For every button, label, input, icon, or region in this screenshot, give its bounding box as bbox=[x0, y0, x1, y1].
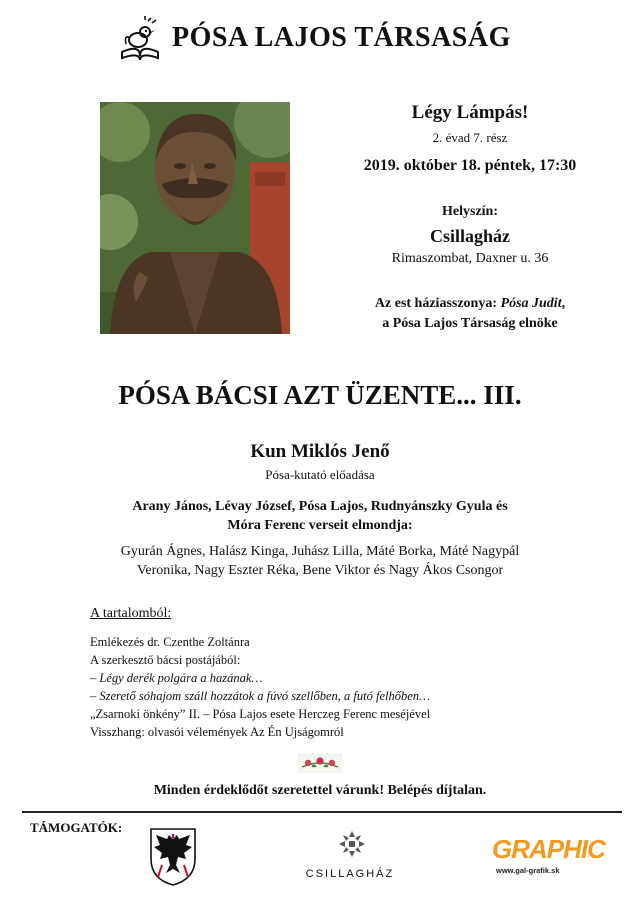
flower-ornament-icon bbox=[298, 753, 342, 773]
contents-line: Emlékezés dr. Czenthe Zoltánra bbox=[90, 635, 250, 649]
speaker-name: Kun Miklós Jenő bbox=[250, 441, 390, 462]
graphic-logo-text: GRAPHIC bbox=[492, 834, 605, 864]
venue-name: Csillagház bbox=[429, 226, 510, 246]
venue-label: Helyszín: bbox=[442, 204, 498, 219]
sponsors-label: TÁMOGATÓK: bbox=[30, 820, 123, 835]
contents-heading: A tartalomból: bbox=[90, 606, 172, 621]
poets-line-1: Arany János, Lévay József, Pósa Lajos, Rudnyánszky Gyula és bbox=[132, 499, 508, 514]
csillaghaz-star-icon bbox=[338, 830, 366, 858]
org-name: PÓSA LAJOS TÁRSASÁG bbox=[172, 22, 511, 53]
event-datetime: 2019. október 18. péntek, 17:30 bbox=[363, 157, 577, 174]
invitation-text: Minden érdeklődőt szeretettel várunk! Belépés díjtalan. bbox=[153, 783, 487, 798]
host-line bbox=[300, 296, 640, 312]
contents-line: Visszhang: olvasói vélemények Az Én Ujságomról bbox=[90, 725, 344, 739]
poets-line-2: Móra Ferenc verseit elmondja: bbox=[227, 518, 413, 533]
divider bbox=[22, 811, 622, 813]
contents-line: „Zsarnoki önkény” II. – Pósa Lajos esete Herczeg Ferenc meséjével bbox=[90, 707, 431, 721]
host-role: a Pósa Lajos Társaság elnöke bbox=[382, 316, 558, 331]
graphic-url: www.gal-grafik.sk bbox=[496, 866, 560, 875]
reciters-line-2: Veronika, Nagy Eszter Réka, Bene Viktor és Nagy Ákos Csongor bbox=[136, 563, 504, 578]
host-name: Pósa Judit bbox=[500, 296, 562, 311]
main-title: PÓSA BÁCSI AZT ÜZENTE... III. bbox=[118, 380, 522, 410]
contents-line: – Szerető sóhajom száll hozzátok a fúvó szellőben, a futó felhőben… bbox=[90, 689, 431, 703]
contents-line: – Légy derék polgára a hazának… bbox=[90, 671, 263, 685]
speaker-role: Pósa-kutató előadása bbox=[265, 467, 375, 482]
host-suffix: , bbox=[561, 296, 566, 311]
host-prefix: Az est háziasszonya: bbox=[374, 296, 501, 311]
venue-address: Rimaszombat, Daxner u. 36 bbox=[391, 251, 549, 266]
reciters-line-1: Gyurán Ágnes, Halász Kinga, Juhász Lilla, Máté Borka, Máté Nagypál bbox=[120, 544, 520, 559]
book-bird-icon bbox=[118, 16, 162, 62]
csillaghaz-logo-text: CSILLAGHÁZ bbox=[305, 868, 395, 880]
series-title: Légy Lámpás! bbox=[411, 102, 529, 123]
eagle-crest-icon bbox=[148, 825, 198, 887]
contents-line: A szerkesztő bácsi postájából: bbox=[90, 653, 241, 667]
season-episode: 2. évad 7. rész bbox=[432, 130, 508, 145]
bust-photo bbox=[100, 102, 290, 334]
